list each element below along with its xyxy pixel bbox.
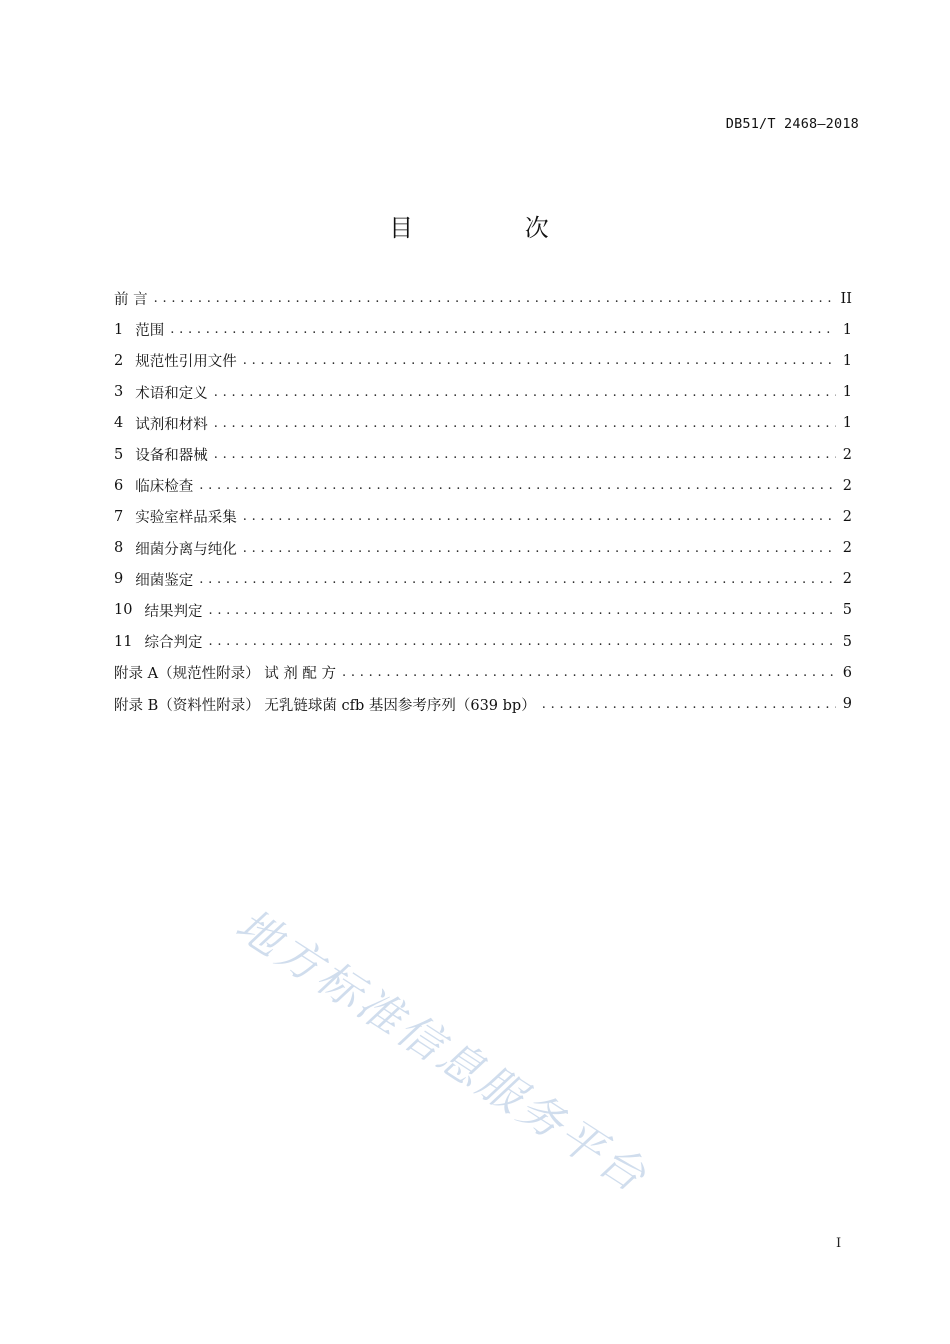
toc-leader-dots	[154, 292, 836, 305]
toc-entry-appendix-b[interactable]	[114, 688, 852, 719]
toc-entry-page: 5	[842, 633, 852, 650]
toc-entry-label: 规范性引用文件	[135, 354, 237, 371]
toc-entry-label: 实验室样品采集	[135, 510, 237, 527]
toc-entry-label: 细菌分离与纯化	[135, 541, 237, 558]
toc-entry-number: 8	[114, 540, 124, 557]
toc-entry-number: 6	[114, 477, 124, 494]
document-code: DB51/T 2468—2018	[725, 116, 859, 132]
toc-entry-8[interactable]	[114, 533, 852, 564]
toc-entry-page: 2	[842, 508, 852, 525]
toc-entry-10[interactable]	[114, 595, 852, 626]
toc-entry-11[interactable]	[114, 626, 852, 657]
toc-entry-label: 试剂和材料	[135, 416, 208, 433]
toc-leader-dots	[214, 417, 836, 430]
toc-entry-page: 2	[842, 571, 852, 588]
toc-leader-dots	[243, 354, 836, 367]
toc-entry-page: 2	[842, 446, 852, 463]
toc-leader-dots	[542, 698, 836, 711]
toc-leader-dots	[214, 448, 836, 461]
toc-entry-page: 5	[842, 602, 852, 619]
toc-entry-appendix-a[interactable]	[114, 657, 852, 688]
toc-entry-page: 9	[842, 696, 852, 713]
toc-entry-label: 前 言	[114, 292, 148, 309]
toc-leader-dots	[243, 542, 836, 555]
toc-entry-number: 2	[114, 352, 124, 369]
footer-page-number: I	[836, 1236, 842, 1251]
toc-entry-5[interactable]	[114, 439, 852, 470]
toc-entry-page: II	[840, 290, 852, 307]
toc-entry-label: 范围	[135, 323, 165, 340]
toc-entry-page: 1	[842, 352, 852, 369]
toc-entry-page: 2	[842, 540, 852, 557]
toc-entry-1[interactable]	[114, 314, 852, 345]
toc-entry-page: 1	[842, 415, 852, 432]
toc-leader-dots	[199, 573, 836, 586]
toc-entry-label: 附录 A（规范性附录） 试 剂 配 方	[114, 666, 337, 683]
toc-entry-preface[interactable]	[114, 283, 852, 314]
toc-entry-label: 结果判定	[144, 603, 203, 620]
toc-entry-number: 7	[114, 508, 124, 525]
toc-entry-number: 1	[114, 321, 124, 338]
toc-entry-page: 1	[842, 321, 852, 338]
toc-entry-page: 1	[842, 384, 852, 401]
toc-entry-4[interactable]	[114, 408, 852, 439]
toc-entry-number: 9	[114, 571, 124, 588]
watermark-text: 地方标准信息服务平台	[226, 899, 657, 1204]
toc-leader-dots	[170, 323, 836, 336]
toc-entry-page: 6	[842, 664, 852, 681]
toc-entry-label: 设备和器械	[135, 448, 208, 465]
toc-entry-page: 2	[842, 477, 852, 494]
toc-leader-dots	[342, 666, 836, 679]
toc-entry-number: 4	[114, 415, 124, 432]
toc-entry-number: 10	[114, 602, 133, 619]
toc-entry-label: 临床检查	[135, 479, 194, 496]
toc-leader-dots	[243, 510, 836, 523]
toc-entry-label: 综合判定	[144, 635, 203, 652]
toc-entry-7[interactable]	[114, 501, 852, 532]
toc-entry-number: 3	[114, 384, 124, 401]
toc-entry-label: 附录 B（资料性附录） 无乳链球菌 cfb 基因参考序列（639 bp）	[114, 697, 536, 714]
toc-entry-6[interactable]	[114, 470, 852, 501]
toc-entry-number: 5	[114, 446, 124, 463]
toc-leader-dots	[208, 635, 836, 648]
toc-entry-number: 11	[114, 633, 133, 650]
toc-leader-dots	[214, 386, 836, 399]
toc-entry-9[interactable]	[114, 564, 852, 595]
toc-entry-3[interactable]	[114, 377, 852, 408]
toc-entry-label: 细菌鉴定	[135, 572, 194, 589]
page-title: 目 次	[389, 214, 601, 242]
toc-leader-dots	[199, 479, 836, 492]
table-of-contents	[114, 283, 852, 720]
toc-leader-dots	[208, 604, 836, 617]
toc-entry-label: 术语和定义	[135, 385, 208, 402]
toc-entry-2[interactable]	[114, 345, 852, 376]
